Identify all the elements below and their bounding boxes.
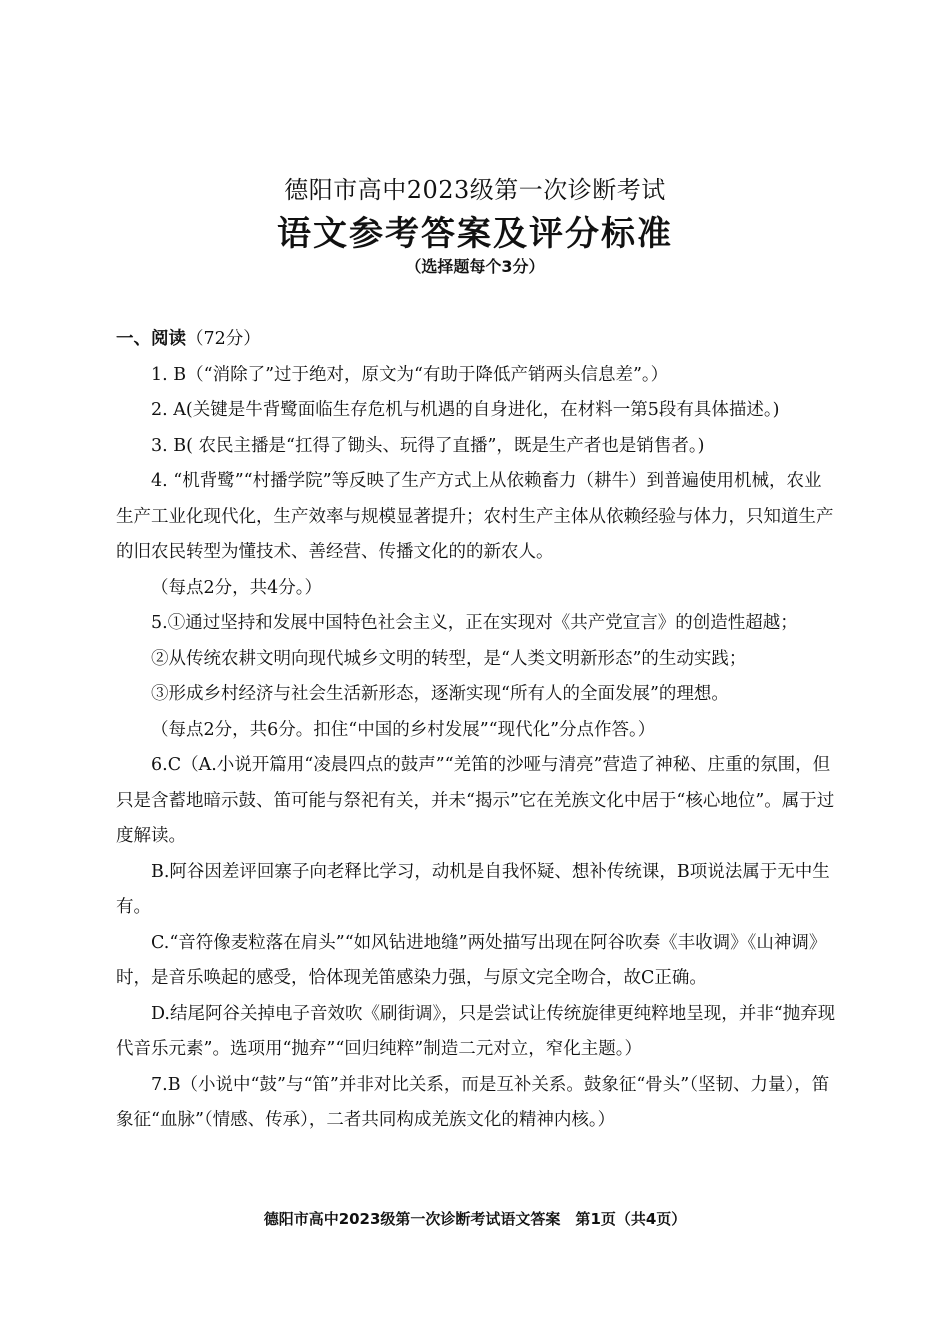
answer-6-option-a: 6.C（A.小说开篇用“凌晨四点的鼓声”“羌笛的沙哑与清亮”营造了神秘、庄重的氛围，但只是含蓄地暗示鼓、笛可能与祭祀有关，并未“揭示”它在羌族文化中居于“核心地位”。属于过度解读。 [116, 755, 835, 846]
answer-3: 3. B( 农民主播是“扛得了锄头、玩得了直播”，既是生产者也是销售者。) [151, 435, 705, 456]
answer-5-scoring: （每点2分，共6分。扣住“中国的乡村发展”“现代化”分点作答。） [151, 719, 656, 740]
answer-4: 4. “机背鹭”“村播学院”等反映了生产方式上从依赖畜力（耕牛）到普遍使用机械，农业生产工业化现代化，生产效率与规模显著提升；农村生产主体从依赖经验与体力，只知道生产的旧农民转型为懂技术、善经营、传播文化的的新农人。 [116, 471, 834, 562]
scoring-note: （选择题每个3分） [405, 257, 545, 276]
answer-5-point-2: ②从传统农耕文明向现代城乡文明的转型，是“人类文明新形态”的生动实践； [151, 648, 747, 669]
answer-5-point-1: 5.①通过坚持和发展中国特色社会主义，正在实现对《共产党宣言》的创造性超越； [151, 613, 798, 633]
answer-6-option-d: D.结尾阿谷关掉电子音效吹《刷街调》，只是尝试让传统旋律更纯粹地呈现，并非“抛弃现代音乐元素”。选项用“抛弃”“回归纯粹”制造二元对立，窄化主题。） [116, 1003, 836, 1059]
section-heading [116, 322, 838, 358]
answer-1: 1. B（“消除了”过于绝对，原文为“有助于降低产销两头信息差”。） [151, 364, 669, 385]
answer-4-scoring: （每点2分，共4分。） [151, 577, 323, 598]
answer-2: 2. A(关键是牛背鹭面临生存危机与机遇的自身进化，在材料一第5段有具体描述。) [151, 400, 780, 420]
section-points: （72分） [186, 329, 261, 349]
answer-6-option-c: C.“音符像麦粒落在肩头”“如风钻进地缝”两处描写出现在阿谷吹奏《丰收调》《山神调》时，是音乐唤起的感受，恰体现羌笛感染力强，与原文完全吻合，故C正确。 [116, 932, 827, 988]
document-title: 语文参考答案及评分标准 [277, 214, 673, 254]
answer-7: 7.B（小说中“鼓”与“笛”并非对比关系，而是互补关系。鼓象征“骨头”（坚韧、力量），笛象征“血脉”（情感、传承），二者共同构成羌族文化的精神内核。） [116, 1074, 830, 1130]
page-footer: 德阳市高中2023级第一次诊断考试语文答案 第1页（共4页） [263, 1210, 687, 1228]
exam-title: 德阳市高中2023级第一次诊断考试 [284, 176, 666, 204]
section-title: 一、阅读 [116, 329, 186, 349]
answer-body [116, 322, 838, 1139]
answer-6-option-b: B.阿谷因差评回寨子向老释比学习，动机是自我怀疑、想补传统课，B项说法属于无中生有。 [116, 861, 830, 917]
answer-5-point-3: ③形成乡村经济与社会生活新形态，逐渐实现“所有人的全面发展”的理想。 [151, 684, 729, 704]
